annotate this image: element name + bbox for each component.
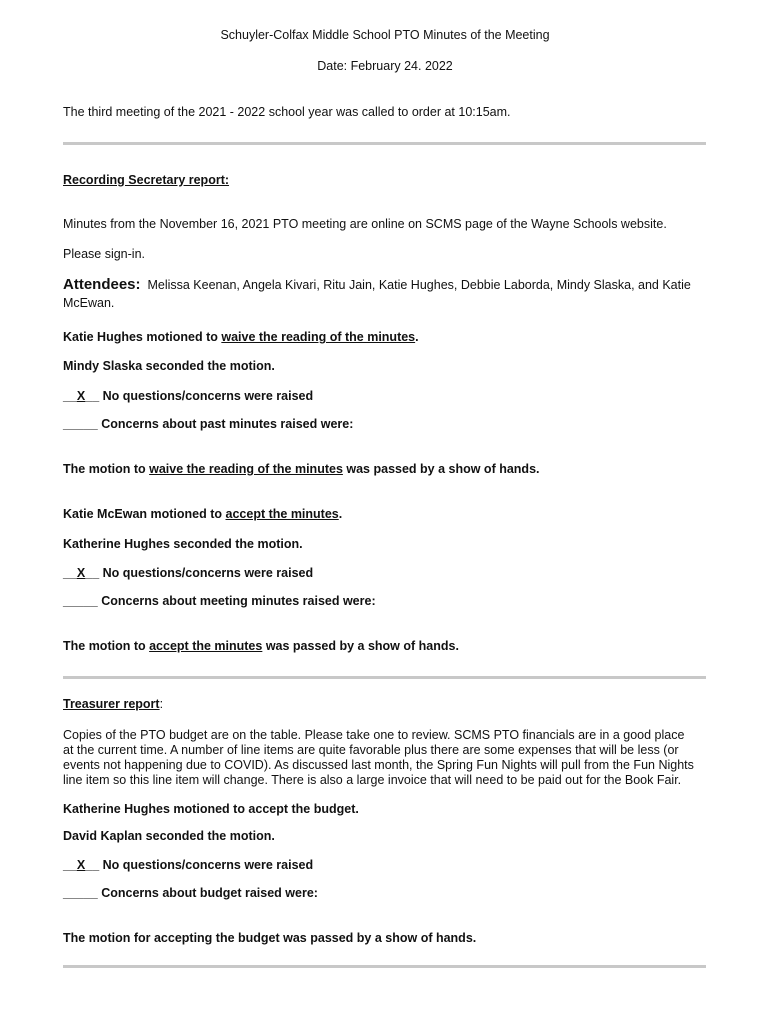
budget-motioned: Katherine Hughes motioned to accept the budget. bbox=[63, 802, 359, 816]
motion1-passed bbox=[63, 462, 540, 477]
motion2-passed bbox=[63, 639, 459, 654]
budget-concerns: _____ Concerns about budget raised were: bbox=[63, 886, 318, 900]
motion1-motioned-underlined: waive the reading of the minutes bbox=[221, 330, 416, 344]
attendees-list: Melissa Keenan, Angela Kivari, Ritu Jain, Katie Hughes, Debbie Laborda, Mindy Slaska, and Katie McEwan. bbox=[63, 278, 691, 310]
budget-check-post: __ No questions/concerns were raised bbox=[85, 858, 314, 872]
section-divider bbox=[63, 965, 706, 968]
intro-text: The third meeting of the 2021 - 2022 school year was called to order at 10:15am. bbox=[63, 105, 511, 119]
motion2-passed-post: was passed by a show of hands. bbox=[262, 639, 459, 653]
motion1-check-mark: X bbox=[76, 389, 86, 403]
budget-no-questions bbox=[63, 858, 313, 873]
motion2-concerns: _____ Concerns about meeting minutes raised were: bbox=[63, 594, 376, 608]
budget-check-pre: __ bbox=[63, 858, 77, 872]
motion2-no-questions bbox=[63, 566, 313, 581]
motion1-check-post: __ No questions/concerns were raised bbox=[85, 389, 314, 403]
section-divider bbox=[63, 142, 706, 145]
sign-in-text: Please sign-in. bbox=[63, 247, 145, 261]
treasurer-line: Copies of the PTO budget are on the table. Please take one to review. SCMS PTO financials are in a good place bbox=[63, 728, 685, 742]
motion1-no-questions bbox=[63, 389, 313, 404]
budget-passed: The motion for accepting the budget was passed by a show of hands. bbox=[63, 931, 477, 945]
motion1-passed-pre: The motion to bbox=[63, 462, 150, 476]
motion1-seconded: Mindy Slaska seconded the motion. bbox=[63, 359, 275, 373]
treasurer-line: at the current time. A number of line items are quite favorable plus there are some expenses that will be less (or bbox=[63, 743, 679, 757]
meeting-date: Date: February 24. 2022 bbox=[317, 59, 453, 73]
treasurer-heading-colon: : bbox=[159, 697, 164, 711]
attendees-paragraph bbox=[63, 276, 703, 312]
motion2-motioned-pre: Katie McEwan motioned to bbox=[63, 507, 226, 521]
motion1-motioned-post: . bbox=[415, 330, 419, 344]
treasurer-heading bbox=[63, 697, 163, 712]
motion1-motioned bbox=[63, 330, 419, 345]
section-divider bbox=[63, 676, 706, 679]
budget-check-mark: X bbox=[76, 858, 86, 872]
motion2-check-mark: X bbox=[76, 566, 86, 580]
motion2-passed-underlined: accept the minutes bbox=[149, 639, 263, 653]
motion1-motioned-pre: Katie Hughes motioned to bbox=[63, 330, 222, 344]
treasurer-heading-text: Treasurer report bbox=[63, 697, 160, 711]
motion1-passed-underlined: waive the reading of the minutes bbox=[149, 462, 343, 476]
motion2-motioned-post: . bbox=[338, 507, 343, 521]
motion2-check-pre: __ bbox=[63, 566, 77, 580]
document-title: Schuyler-Colfax Middle School PTO Minutes of the Meeting bbox=[220, 28, 550, 42]
attendees-label: Attendees: bbox=[63, 276, 141, 293]
motion2-seconded: Katherine Hughes seconded the motion. bbox=[63, 537, 303, 551]
motion1-check-pre: __ bbox=[63, 389, 77, 403]
motion1-concerns: _____ Concerns about past minutes raised were: bbox=[63, 417, 354, 431]
motion2-motioned bbox=[63, 507, 342, 522]
treasurer-line: line item so this line item will change. There is also a large invoice that will need to be paid out for the Book Fair. bbox=[63, 773, 682, 787]
motion2-check-post: __ No questions/concerns were raised bbox=[85, 566, 314, 580]
motion1-passed-post: was passed by a show of hands. bbox=[342, 462, 540, 476]
treasurer-line: events not happening due to COVID). As discussed last month, the Spring Fun Nights will pull from the Fun Nights bbox=[63, 758, 694, 772]
motion2-passed-pre: The motion to bbox=[63, 639, 150, 653]
minutes-online-text: Minutes from the November 16, 2021 PTO meeting are online on SCMS page of the Wayne Schools website. bbox=[63, 217, 667, 231]
secretary-heading: Recording Secretary report: bbox=[63, 173, 230, 187]
motion2-motioned-underlined: accept the minutes bbox=[225, 507, 339, 521]
budget-seconded: David Kaplan seconded the motion. bbox=[63, 829, 275, 843]
